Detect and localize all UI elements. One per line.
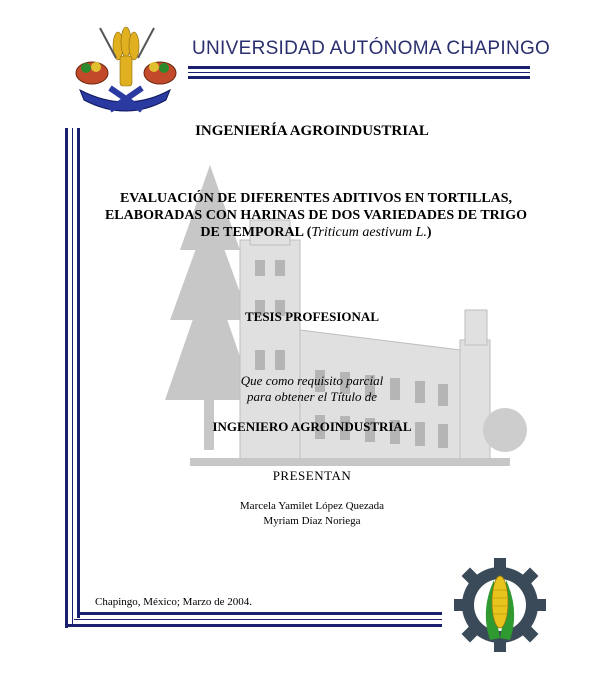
header-rule-bottom [188,76,530,79]
header-rule-mid [188,72,530,73]
thesis-title [96,190,536,241]
requirement-text [162,373,462,405]
university-crest-icon [70,18,180,118]
footer-rule-bottom [65,624,442,627]
header-rule-top [188,66,530,69]
title-close-paren: ) [426,225,432,240]
university-name: UNIVERSIDAD AUTÓNOMA CHAPINGO [192,38,551,59]
left-border-line-outer [65,128,68,628]
presented-by-label: PRESENTAN [272,468,352,483]
left-border-line-mid [72,128,73,624]
place-date: Chapingo, México; Marzo de 2004. [95,596,253,608]
gear-corn-emblem-icon [450,550,550,660]
scientific-name: Triticum aestivum L. [311,225,427,240]
author-1: Marcela Yamilet López Quezada [239,500,385,512]
left-border-line-inner [77,128,80,618]
thesis-title-line-1: EVALUACIÓN DE DIFERENTES ADITIVOS EN TORTILLAS, [119,191,513,206]
requirement-line-1: Que como requisito parcial [240,373,384,388]
thesis-type: TESIS PROFESIONAL [244,309,379,324]
degree-title: INGENIERO AGROINDUSTRIAL [212,419,412,434]
thesis-title-line-3 [96,224,536,241]
requirement-line-2: para obtener el Título de [247,389,377,404]
footer-rule-mid [74,619,442,620]
thesis-title-line-2: ELABORADAS CON HARINAS DE DOS VARIEDADES DE TRIGO [104,208,528,223]
author-2: Myriam Díaz Noriega [263,515,361,527]
thesis-title-line-3-text: DE TEMPORAL ( [200,225,312,240]
program-heading: INGENIERÍA AGROINDUSTRIAL [195,123,429,139]
footer-rule-top [80,612,442,615]
